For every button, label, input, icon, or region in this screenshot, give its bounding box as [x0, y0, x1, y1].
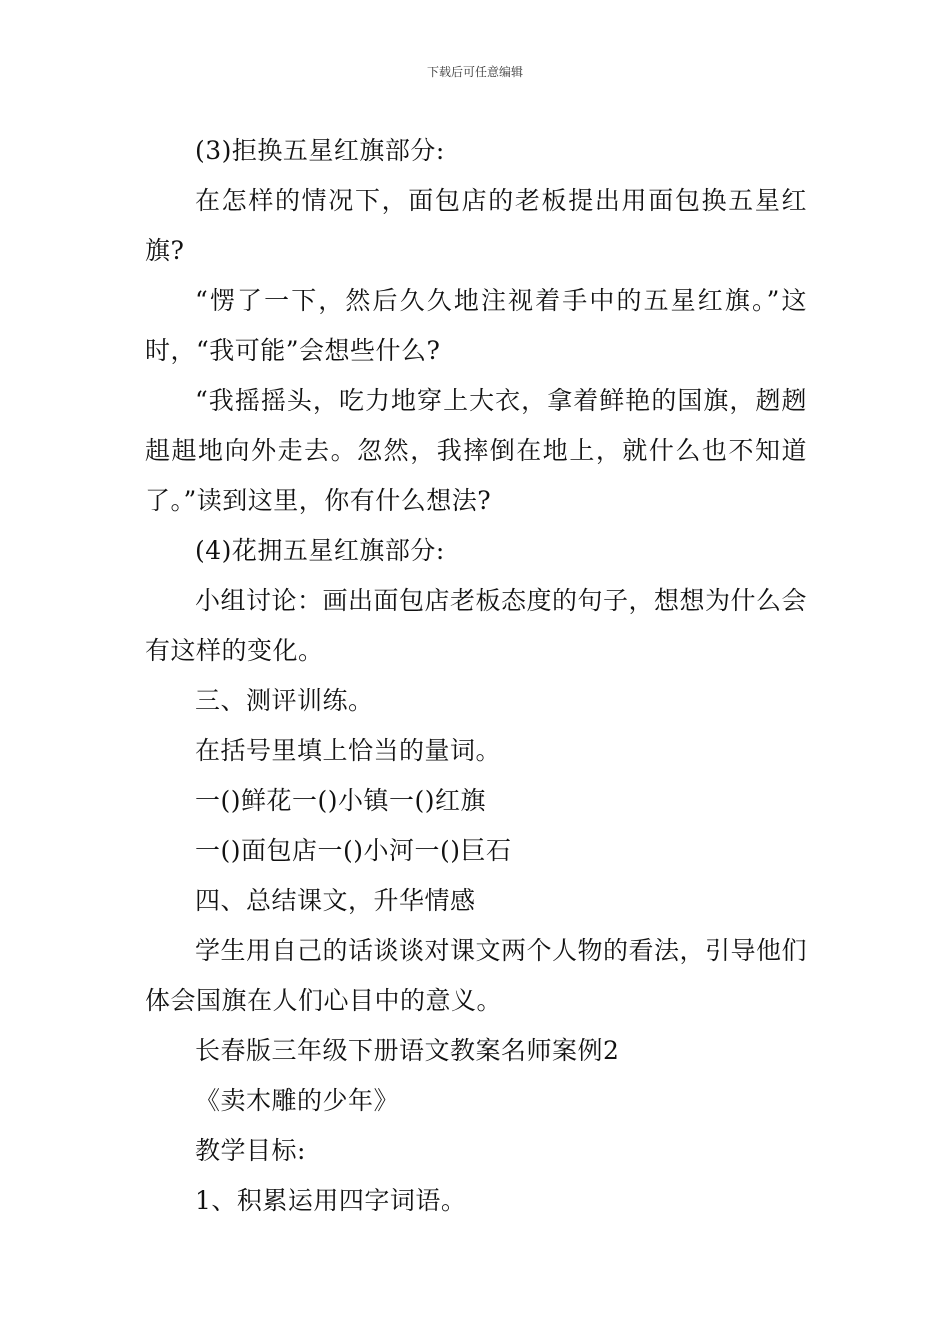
- paragraph-fill-row-1: 一()鲜花一()小镇一()红旗: [195, 786, 487, 815]
- paragraph-section-3-heading: (3)拒换五星红旗部分:: [195, 136, 445, 165]
- paragraph-question-exchange: 在怎样的情况下，面包店的老板提出用面包换五星红旗?: [145, 186, 807, 265]
- paragraph-lesson-title: 长春版三年级下册语文教案名师案例2: [195, 1036, 620, 1065]
- paragraph-fill-row-2: 一()面包店一()小河一()巨石: [195, 836, 512, 865]
- document-body: [145, 126, 807, 1226]
- paragraph-part-3-heading: 三、测评训练。: [195, 686, 374, 715]
- paragraph-objectives-heading: 教学目标:: [195, 1136, 306, 1165]
- paragraph-quote-fall: “我摇摇头，吃力地穿上大衣，拿着鲜艳的国旗，趔趔趄趄地向外走去。忽然，我摔倒在地上，就什么也不知道了。”读到这里，你有什么想法?: [145, 386, 807, 515]
- paragraph-text-title: 《卖木雕的少年》: [195, 1086, 400, 1115]
- paragraph-section-4-heading: (4)花拥五星红旗部分:: [195, 536, 445, 565]
- paragraph-fill-instruction: 在括号里填上恰当的量词。: [195, 736, 502, 765]
- page-header: 下载后可任意编辑: [426, 65, 523, 79]
- paragraph-quote-stunned: “愣了一下，然后久久地注视着手中的五星红旗。”这时，“我可能”会想些什么?: [145, 286, 807, 365]
- paragraph-objective-1: 1、积累运用四字词语。: [195, 1186, 467, 1215]
- paragraph-part-4-heading: 四、总结课文，升华情感: [195, 886, 476, 915]
- paragraph-group-discussion: 小组讨论：画出面包店老板态度的句子，想想为什么会有这样的变化。: [145, 586, 808, 665]
- paragraph-summary: 学生用自己的话谈谈对课文两个人物的看法，引导他们体会国旗在人们心目中的意义。: [145, 936, 808, 1015]
